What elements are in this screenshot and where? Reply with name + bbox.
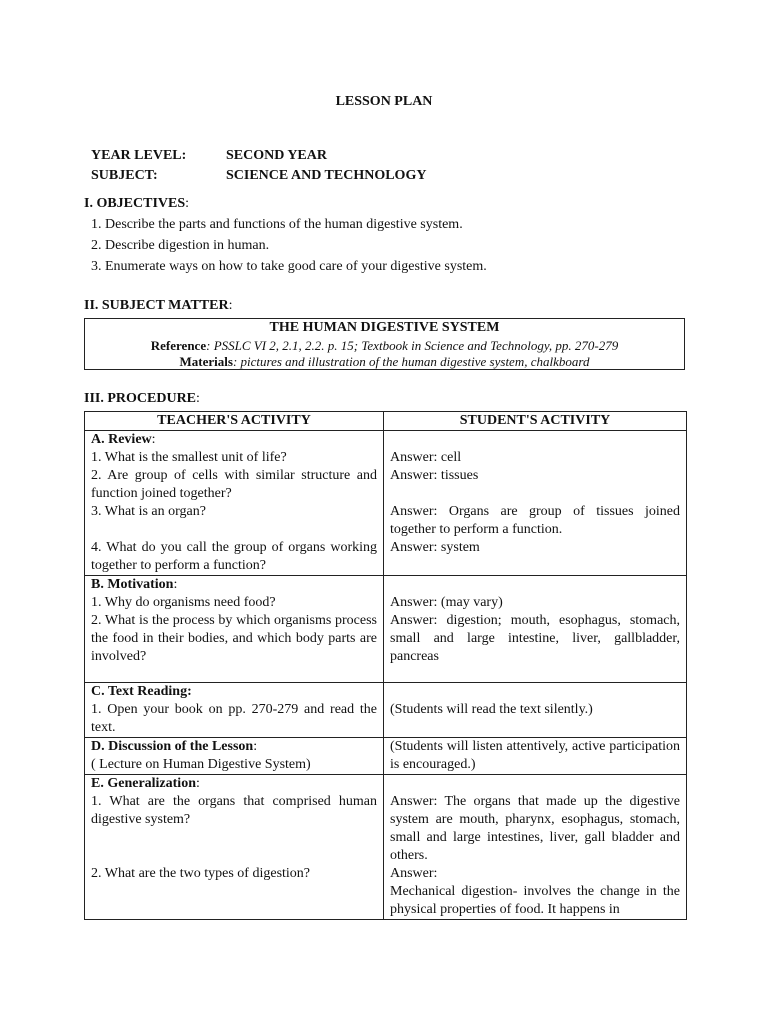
objectives-heading: I. OBJECTIVES: [84, 196, 190, 211]
reference-line: Reference: PSSLC VI 2, 2.1, 2.2. p. 15; Textbook in Science and Technology, pp. 270-279 [150, 338, 619, 353]
subject-value: SCIENCE AND TECHNOLOGY [226, 168, 427, 183]
procedure-table [84, 411, 687, 920]
table-row [85, 683, 687, 738]
teacher-column-header: TEACHER'S ACTIVITY [85, 412, 384, 431]
student-column-header: STUDENT'S ACTIVITY [384, 412, 687, 431]
year-level-value: SECOND YEAR [226, 148, 327, 163]
table-row [85, 738, 687, 775]
year-level-label: YEAR LEVEL: [91, 148, 187, 163]
subject-label: SUBJECT: [91, 168, 158, 183]
table-row [85, 576, 687, 683]
text-reading-teacher-cell: C. Text Reading: 1. Open your book on pp. 270-279 and read the text. [85, 683, 384, 738]
topic-title: THE HUMAN DIGESTIVE SYSTEM [269, 320, 500, 335]
procedure-heading: III. PROCEDURE: [84, 391, 200, 406]
review-student-cell: Answer: cell Answer: tissues Answer: Organs are group of tissues joined together to perform a function. Answer: system [384, 431, 687, 576]
generalization-student-cell: Answer: The organs that made up the digestive system are mouth, pharynx, esophagus, stomach, small and large intestines, liver, gall bladder and others. Answer: Mechanical digestion- involves the change in the physical properties of food. It happens in [384, 775, 687, 920]
table-row [85, 431, 687, 576]
subject-matter-box [84, 318, 685, 370]
table-row [85, 775, 687, 920]
motivation-teacher-cell: B. Motivation: 1. Why do organisms need food? 2. What is the process by which organisms process the food in their bodies, and which body parts are involved? [85, 576, 384, 683]
discussion-teacher-cell: D. Discussion of the Lesson: ( Lecture on Human Digestive System) [85, 738, 384, 775]
table-header-row [85, 412, 687, 431]
document-title: LESSON PLAN [335, 94, 433, 109]
text-reading-student-cell: (Students will read the text silently.) [384, 683, 687, 738]
objective-item: 1. Describe the parts and functions of the human digestive system. [91, 217, 463, 232]
materials-line: Materials: pictures and illustration of the human digestive system, chalkboard [179, 354, 590, 369]
objective-item: 2. Describe digestion in human. [91, 238, 270, 253]
generalization-teacher-cell: E. Generalization: 1. What are the organs that comprised human digestive system? 2. What are the two types of digestion? [85, 775, 384, 920]
discussion-student-cell: (Students will listen attentively, active participation is encouraged.) [384, 738, 687, 775]
motivation-student-cell: Answer: (may vary) Answer: digestion; mouth, esophagus, stomach, small and large intestine, liver, gallbladder, pancreas [384, 576, 687, 683]
review-teacher-cell: A. Review: 1. What is the smallest unit of life? 2. Are group of cells with similar structure and function joined together? 3. What is an organ? 4. What do you call the group of organs working together to perform a function? [85, 431, 384, 576]
objective-item: 3. Enumerate ways on how to take good care of your digestive system. [91, 259, 487, 274]
subject-matter-heading: II. SUBJECT MATTER: [84, 298, 233, 313]
